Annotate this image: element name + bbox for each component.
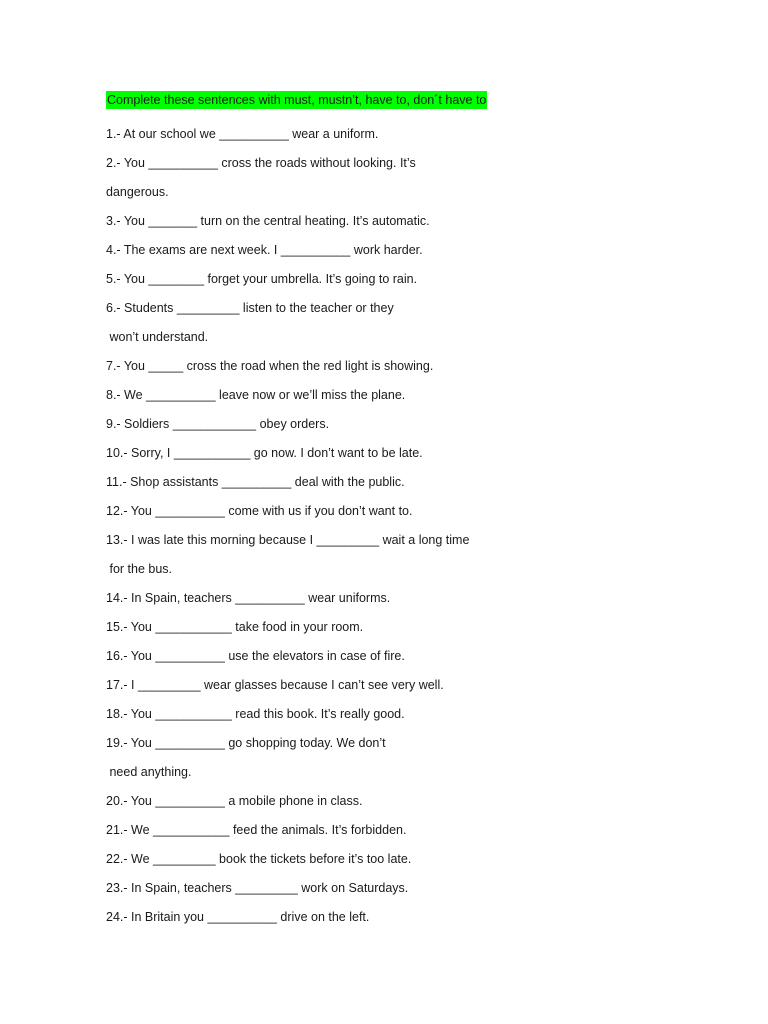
exercise-line: 6.- Students _________ listen to the teacher or they bbox=[106, 301, 394, 315]
exercise-line: 24.- In Britain you __________ drive on the left. bbox=[106, 910, 370, 924]
instruction-heading: Complete these sentences with must, mustn’t, have to, don´t have to bbox=[107, 93, 487, 107]
exercise-line: 1.- At our school we __________ wear a uniform. bbox=[106, 127, 379, 141]
exercise-line: 12.- You __________ come with us if you don’t want to. bbox=[106, 504, 413, 518]
exercise-line: 13.- I was late this morning because I _________ wait a long time bbox=[106, 533, 470, 547]
exercise-line: 19.- You __________ go shopping today. We don’t bbox=[106, 736, 386, 750]
exercise-line: dangerous. bbox=[106, 185, 169, 199]
exercise-line: 23.- In Spain, teachers _________ work on Saturdays. bbox=[106, 881, 409, 895]
exercise-line: 16.- You __________ use the elevators in case of fire. bbox=[106, 649, 405, 663]
exercise-line: 15.- You ___________ take food in your room. bbox=[106, 620, 364, 634]
exercise-line: 9.- Soldiers ____________ obey orders. bbox=[106, 417, 330, 431]
exercise-line: 21.- We ___________ feed the animals. It’s forbidden. bbox=[106, 823, 407, 837]
exercise-line: won’t understand. bbox=[106, 330, 209, 344]
exercise-line: 8.- We __________ leave now or we’ll miss the plane. bbox=[106, 388, 406, 402]
exercise-line: 17.- I _________ wear glasses because I can’t see very well. bbox=[106, 678, 444, 692]
worksheet-content bbox=[106, 91, 706, 932]
exercise-line: 5.- You ________ forget your umbrella. It’s going to rain. bbox=[106, 272, 418, 286]
exercise-line: 2.- You __________ cross the roads without looking. It’s bbox=[106, 156, 416, 170]
exercise-list bbox=[106, 120, 706, 932]
exercise-line: 22.- We _________ book the tickets before it’s too late. bbox=[106, 852, 412, 866]
exercise-line: need anything. bbox=[106, 765, 192, 779]
exercise-line: 18.- You ___________ read this book. It’s really good. bbox=[106, 707, 405, 721]
exercise-line: for the bus. bbox=[106, 562, 173, 576]
exercise-line: 11.- Shop assistants __________ deal with the public. bbox=[106, 475, 405, 489]
exercise-line: 3.- You _______ turn on the central heating. It’s automatic. bbox=[106, 214, 430, 228]
exercise-line: 10.- Sorry, I ___________ go now. I don’t want to be late. bbox=[106, 446, 423, 460]
exercise-line: 7.- You _____ cross the road when the red light is showing. bbox=[106, 359, 434, 373]
exercise-line: 4.- The exams are next week. I __________ work harder. bbox=[106, 243, 423, 257]
exercise-line: 20.- You __________ a mobile phone in class. bbox=[106, 794, 363, 808]
exercise-line: 14.- In Spain, teachers __________ wear uniforms. bbox=[106, 591, 391, 605]
